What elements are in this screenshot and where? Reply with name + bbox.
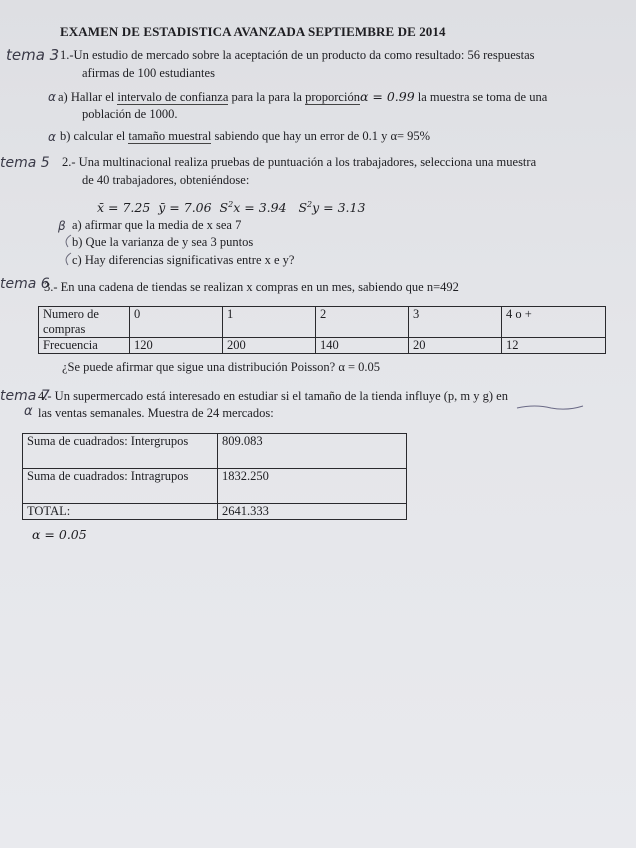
q2-s2x-rest: x = 3.94 [233,200,287,216]
q1-a-mid: para la para la [228,90,306,104]
anova-value: 2641.333 [218,504,407,520]
table-row [23,504,407,520]
table-row [23,469,407,504]
header-cell: 2 [316,307,409,338]
header-cell: 4 o + [502,307,606,338]
annotation-tema5: tema 5 [0,155,50,171]
q1-part-b [60,129,430,144]
header-cell: 3 [409,307,502,338]
annotation-beta-a: β [58,219,66,233]
q1-a-line2: población de 1000. [82,107,178,121]
anova-label: Suma de cuadrados: Intragrupos [23,469,218,504]
q1-a-underline-2: proporción [305,90,360,104]
header-cell: 1 [223,307,316,338]
row-label-compras: Numero de compras [39,307,130,338]
value-cell: 120 [130,338,223,354]
q3-line1: 3.- En una cadena de tiendas se realizan x compras en un mes, sabiendo que n=492 [44,280,459,294]
value-cell: 200 [223,338,316,354]
q2-s2x-exp: 2 [228,200,234,209]
annotation-tema3: tema 3 [6,46,60,64]
annotation-tema7: tema 7 [0,388,50,404]
q1-b-prefix: b) calcular el [60,129,129,143]
q2-s2y-base: S [298,200,308,216]
q1-a-underline-1: intervalo de confianza [117,90,229,104]
q4-line1: 4.- Un supermercado está interesado en estudiar si el tamaño de la tienda influye (p, m y g) en [38,389,508,403]
anova-label: TOTAL: [23,504,218,520]
row-label-frecuencia: Frecuencia [39,338,130,354]
value-cell: 20 [409,338,502,354]
handwritten-underline [515,402,585,412]
anova-label: Suma de cuadrados: Intergrupos [23,434,218,469]
q2-xbar: x̄ = 7.25 [97,200,151,216]
q2-line2: de 40 trabajadores, obteniéndose: [82,173,250,187]
q1-line2: afirmas de 100 estudiantes [82,66,215,80]
q1-line1: 1.-Un estudio de mercado sobre la aceptación de un producto da como resultado: 56 respuestas [60,48,535,62]
q2-statistics [97,200,365,215]
q2-part-b: b) Que la varianza de y sea 3 puntos [72,235,254,249]
q4-line2: las ventas semanales. Muestra de 24 mercados: [38,406,274,420]
q2-part-c: c) Hay diferencias significativas entre x e y? [72,253,295,267]
q3-question: ¿Se puede afirmar que sigue una distribución Poisson? α = 0.05 [62,360,381,374]
anova-table [22,433,407,520]
q1-a-suffix: la muestra se toma de una [414,90,548,104]
value-cell: 12 [502,338,606,354]
purchases-table [38,306,606,354]
annotation-alpha-a: α [48,90,56,104]
q2-ybar: ȳ = 7.06 [158,200,212,216]
table-row [23,434,407,469]
anova-value: 1832.250 [218,469,407,504]
handwritten-bracket [60,232,74,272]
value-cell: 140 [316,338,409,354]
q2-s2x-base: S [219,200,229,216]
header-cell: 0 [130,307,223,338]
q2-s2y-rest: y = 3.13 [312,200,366,216]
annotation-tema6: tema 6 [0,276,50,292]
q2-line1: 2.- Una multinacional realiza pruebas de puntuación a los trabajadores, selecciona una muestra [62,155,537,169]
q2-s2y-exp: 2 [307,200,313,209]
table-row [39,338,606,354]
table-row [39,307,606,338]
annotation-alpha-4: α [24,404,33,419]
q1-a-prefix: a) Hallar el [58,90,118,104]
q1-b-suffix: sabiendo que hay un error de 0.1 y α= 95% [211,129,431,143]
exam-title: EXAMEN DE ESTADISTICA AVANZADA SEPTIEMBRE DE 2014 [60,24,446,39]
anova-value: 809.083 [218,434,407,469]
q1-a-alpha: α = 0.99 [359,89,415,104]
q2-part-a: a) afirmar que la media de x sea 7 [72,218,242,232]
q1-b-underline: tamaño muestral [128,129,212,143]
q4-alpha: α = 0.05 [32,527,87,542]
annotation-alpha-b: α [48,130,56,144]
q1-part-a [58,89,547,105]
